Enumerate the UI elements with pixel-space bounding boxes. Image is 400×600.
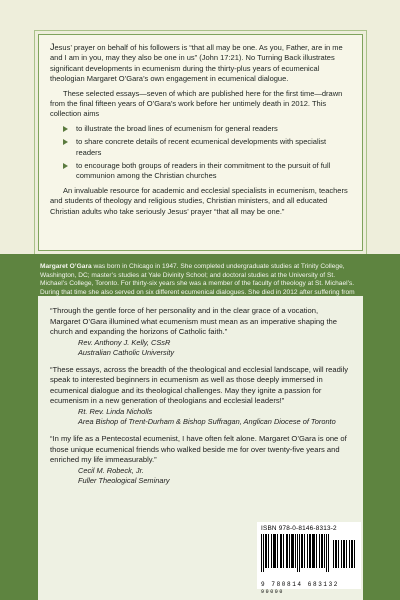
triangle-bullet-icon bbox=[63, 126, 68, 132]
endorser-name: Rt. Rev. Linda Nicholls bbox=[78, 406, 153, 416]
barcode-image bbox=[261, 534, 357, 576]
barcode-digits: 9 780814 683132 90000 bbox=[261, 581, 340, 595]
description-paragraph-3: An invaluable resource for academic and ecclesial specialists in ecumenism, teachers and students of theology and religious studies, Christian ministers, and all educated Christian adults who take seriously Jesus’ prayer “that all may be one.” bbox=[50, 185, 348, 216]
endorser-name: Rev. Anthony J. Kelly, CSsR bbox=[78, 337, 171, 347]
description-box bbox=[38, 34, 363, 251]
endorser-name: Cecil M. Robeck, Jr. bbox=[78, 465, 144, 475]
endorser-affiliation: Fuller Theological Seminary bbox=[78, 476, 170, 486]
endorsement-quote: “In my life as a Pentecostal ecumenist, I have often felt alone. Margaret O’Gara is one of those unique ecumenical friends who walked beside me for over twenty-five years and enriched my life immeasurably.” bbox=[50, 434, 347, 465]
endorsement-quote: “These essays, across the breadth of the theological and ecclesial landscape, will readily speak to interested beginners in ecumenism as well as those deeply immersed in ecumenical dialogue and its theological challenges. May they ignite a passion for ecumenism in a new generation of theologians and ecclesial leaders!” bbox=[50, 364, 349, 406]
isbn-barcode bbox=[257, 522, 361, 595]
triangle-bullet-icon bbox=[63, 139, 68, 145]
aims-list bbox=[50, 124, 352, 182]
aims-item: to share concrete details of recent ecumenical developments with specialist readers bbox=[50, 137, 352, 158]
author-name: Margaret O’Gara bbox=[40, 263, 92, 270]
author-bio-text: was born in Chicago in 1947. She completed undergraduate studies at Trinity College, Washington, DC; master’s studies at Yale Divinity School; and doctoral studies at the University of St. Michael’s College, Toronto. For thirty-six years she was a member of the faculty of theology at St. Michael’s. During that time she also served on six different ecumenical dialogues. She died in 2012 after suffering from bbox=[40, 263, 355, 297]
description-paragraph-2: These selected essays—seven of which are published here for the first time—drawn from the final fifteen years of O’Gara’s work before her untimely death in 2012. This collection aims bbox=[50, 88, 343, 119]
triangle-bullet-icon bbox=[63, 163, 68, 169]
aims-item: to encourage both groups of readers in their commitment to the pursuit of full communion among the Christian churches bbox=[50, 161, 352, 182]
isbn-number: ISBN 978-0-8146-8313-2 bbox=[261, 525, 337, 532]
aims-item: to illustrate the broad lines of ecumenism for general readers bbox=[50, 124, 352, 134]
description-paragraph-1: Jesus’ prayer on behalf of his followers is “that all may be one. As you, Father, are in me and I am in you, may they also be one in us” (John 17:21). No Turning Back illustrates significant developments in ecumenism during the thirty-plus years of ecumenical theologian Margaret O’Gara’s own engagement in ecumenical dialogue. bbox=[50, 42, 343, 84]
endorsement bbox=[50, 365, 350, 427]
endorser-affiliation: Area Bishop of Trent-Durham & Bishop Suffragan, Anglican Diocese of Toronto bbox=[78, 417, 336, 427]
endorsement-quote: “Through the gentle force of her personality and in the clear grace of a vocation, Margaret O’Gara illumined what ecumenism must mean as an imperative shaping the church and expanding the horizons of Catholic faith.” bbox=[50, 306, 338, 336]
endorser-affiliation: Australian Catholic University bbox=[78, 347, 175, 357]
endorsement bbox=[50, 306, 350, 358]
endorsement bbox=[50, 434, 350, 486]
